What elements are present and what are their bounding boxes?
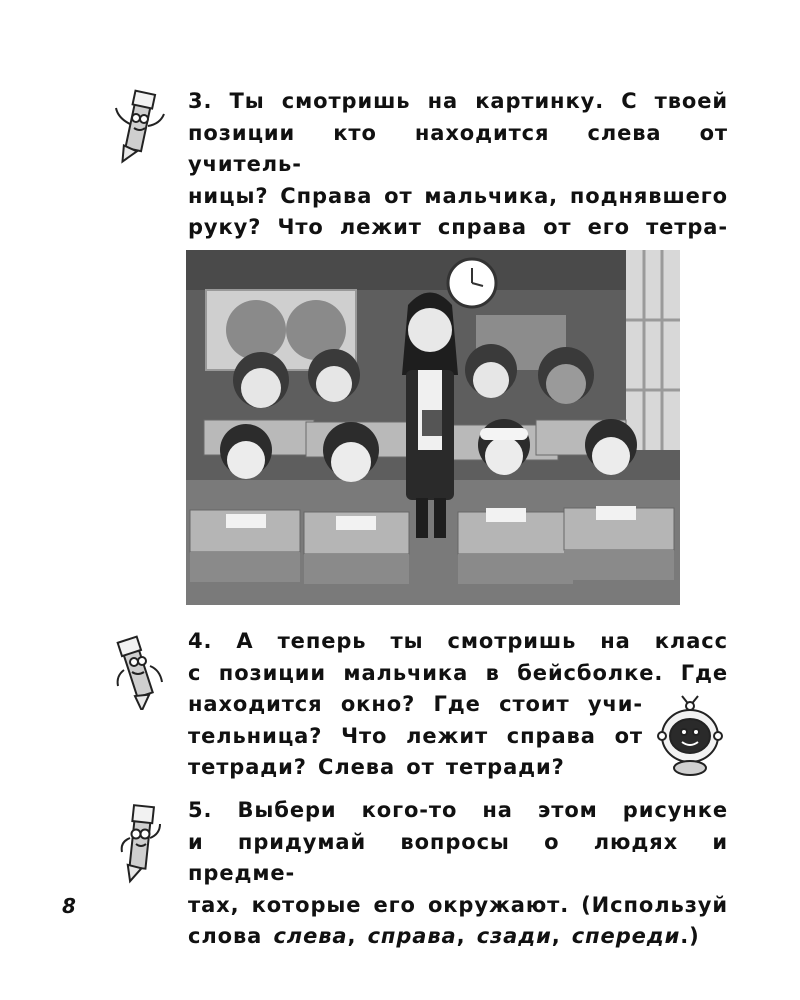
- task-3-line: позиции кто находится слева от учитель-: [188, 120, 728, 176]
- task-5-prefix: слова: [188, 924, 274, 948]
- task-3-line: 3. Ты смотришь на картинку. С твоей: [188, 89, 728, 113]
- task-5-suffix: .): [680, 924, 700, 948]
- pencil-mascot-icon: [112, 84, 170, 164]
- pencil-mascot-icon: [112, 630, 170, 710]
- keyword-right: справа: [367, 924, 457, 948]
- task-5: [188, 795, 728, 953]
- keyword-behind: сзади: [476, 924, 552, 948]
- task-5-last-line: [188, 921, 728, 953]
- task-3-line: руку? Что лежит справа от его тетра-: [188, 215, 728, 239]
- task-4-line: находится окно? Где стоит учи-: [188, 692, 643, 716]
- classroom-illustration: [186, 250, 680, 605]
- task-5-line: и придумай вопросы о людях и предме-: [188, 829, 728, 885]
- task-4-line: тетради? Слева от тетради?: [188, 755, 565, 779]
- task-3: [188, 86, 728, 275]
- task-4-line: 4. А теперь ты смотришь на класс: [188, 629, 728, 653]
- task-5-line: 5. Выбери кого-то на этом рисунке: [188, 798, 728, 822]
- task-3-line: ницы? Справа от мальчика, поднявшего: [188, 183, 728, 208]
- pencil-mascot-icon: [112, 798, 170, 884]
- task-4: [188, 626, 728, 784]
- separator: ,: [347, 924, 368, 948]
- robot-mascot-icon: [652, 692, 728, 778]
- separator: ,: [551, 924, 572, 948]
- task-4-line: с позиции мальчика в бейсболке. Где: [188, 660, 728, 685]
- keyword-left: слева: [273, 924, 348, 948]
- task-4-line: тельница? Что лежит справа от: [188, 723, 643, 748]
- task-5-line: тах, которые его окружают. (Используй: [188, 892, 728, 917]
- page-number: 8: [62, 894, 76, 918]
- separator: ,: [456, 924, 477, 948]
- keyword-front: спереди: [571, 924, 681, 948]
